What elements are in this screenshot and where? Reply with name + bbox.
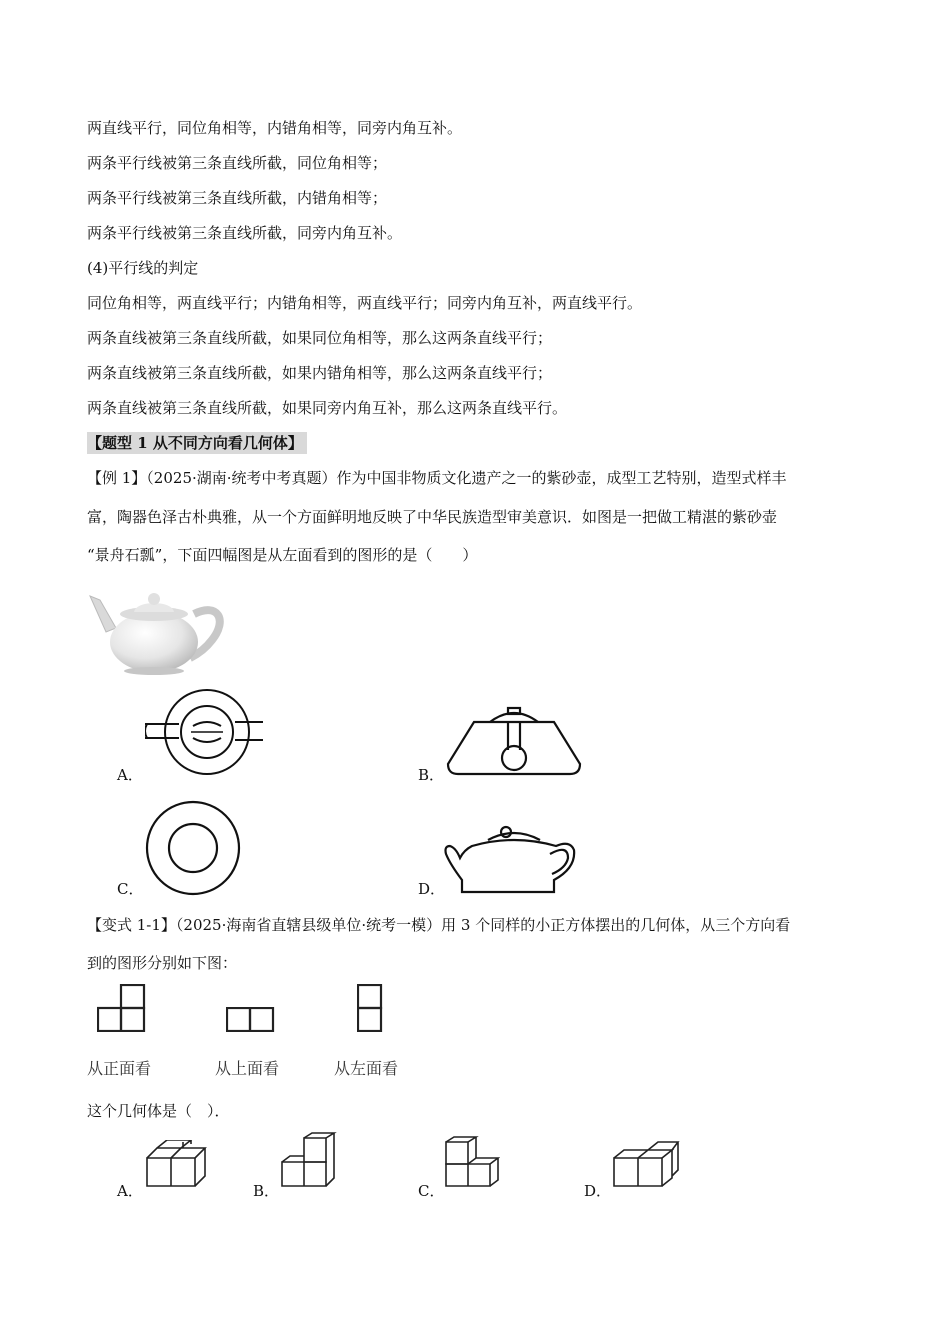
text-line-8: 两条直线被第三条直线所截，如果内错角相等，那么这两条直线平行； bbox=[87, 364, 553, 382]
teapot-image bbox=[86, 588, 228, 676]
variant-option-d-figure bbox=[612, 1140, 680, 1190]
example1-line1: 【例 1】（2025·湖南·统考中考真题）作为中国非物质文化遗产之一的紫砂壶，成型工艺特别，造型式样丰 bbox=[87, 469, 787, 487]
variant-option-a-label[interactable]: A． bbox=[117, 1182, 143, 1200]
option-b-figure bbox=[444, 706, 584, 778]
example1-line2: 富，陶器色泽古朴典雅，从一个方面鲜明地反映了中华民族造型审美意识．如图是一把做工精湛的紫砂壶 bbox=[87, 508, 778, 526]
top-view-figure bbox=[226, 1007, 276, 1032]
option-c-label[interactable]: C． bbox=[117, 880, 144, 898]
text-line-6: 同位角相等，两直线平行；内错角相等，两直线平行；同旁内角互补，两直线平行。 bbox=[87, 294, 643, 312]
text-line-4: 两条平行线被第三条直线所截，同旁内角互补。 bbox=[87, 224, 403, 242]
text-line-7: 两条直线被第三条直线所截，如果同位角相等，那么这两条直线平行； bbox=[87, 329, 553, 347]
option-d-figure bbox=[444, 824, 579, 894]
variant-line2: 到的图形分别如下图： bbox=[87, 954, 238, 972]
option-b-label[interactable]: B． bbox=[418, 766, 445, 784]
left-view-caption: 从左面看 bbox=[334, 1059, 399, 1078]
text-line-2: 两条平行线被第三条直线所截，同位角相等； bbox=[87, 154, 388, 172]
variant-option-a-figure bbox=[145, 1140, 209, 1190]
variant-option-c-label[interactable]: C． bbox=[418, 1182, 445, 1200]
section-heading: 【题型 1 从不同方向看几何体】 bbox=[87, 432, 307, 454]
text-line-3: 两条平行线被第三条直线所截，内错角相等； bbox=[87, 189, 388, 207]
text-line-1: 两直线平行，同位角相等，内错角相等，同旁内角互补。 bbox=[87, 119, 463, 137]
text-line-5: (4)平行线的判定 bbox=[87, 259, 199, 277]
front-view-caption: 从正面看 bbox=[87, 1059, 152, 1078]
variant-option-b-figure bbox=[280, 1132, 338, 1190]
variant-question: 这个几何体是（ ）． bbox=[87, 1102, 230, 1120]
text-line-9: 两条直线被第三条直线所截，如果同旁内角互补，那么这两条直线平行。 bbox=[87, 399, 568, 417]
option-a-label[interactable]: A． bbox=[117, 766, 143, 784]
option-d-label[interactable]: D． bbox=[418, 880, 446, 898]
variant-line1: 【变式 1-1】（2025·海南省直辖县级单位·统考一模）用 3 个同样的小正方体摆出的几何体，从三个方向看 bbox=[87, 916, 791, 934]
front-view-figure bbox=[97, 984, 147, 1032]
option-a-figure bbox=[145, 688, 265, 778]
variant-option-c-figure bbox=[444, 1136, 500, 1190]
option-c-figure bbox=[143, 800, 245, 896]
variant-option-b-label[interactable]: B． bbox=[253, 1182, 280, 1200]
variant-option-d-label[interactable]: D． bbox=[584, 1182, 612, 1200]
example1-line3: “景舟石瓢”，下面四幅图是从左面看到的图形的是（ ） bbox=[87, 546, 478, 564]
top-view-caption: 从上面看 bbox=[215, 1059, 280, 1078]
left-view-figure bbox=[357, 984, 383, 1032]
